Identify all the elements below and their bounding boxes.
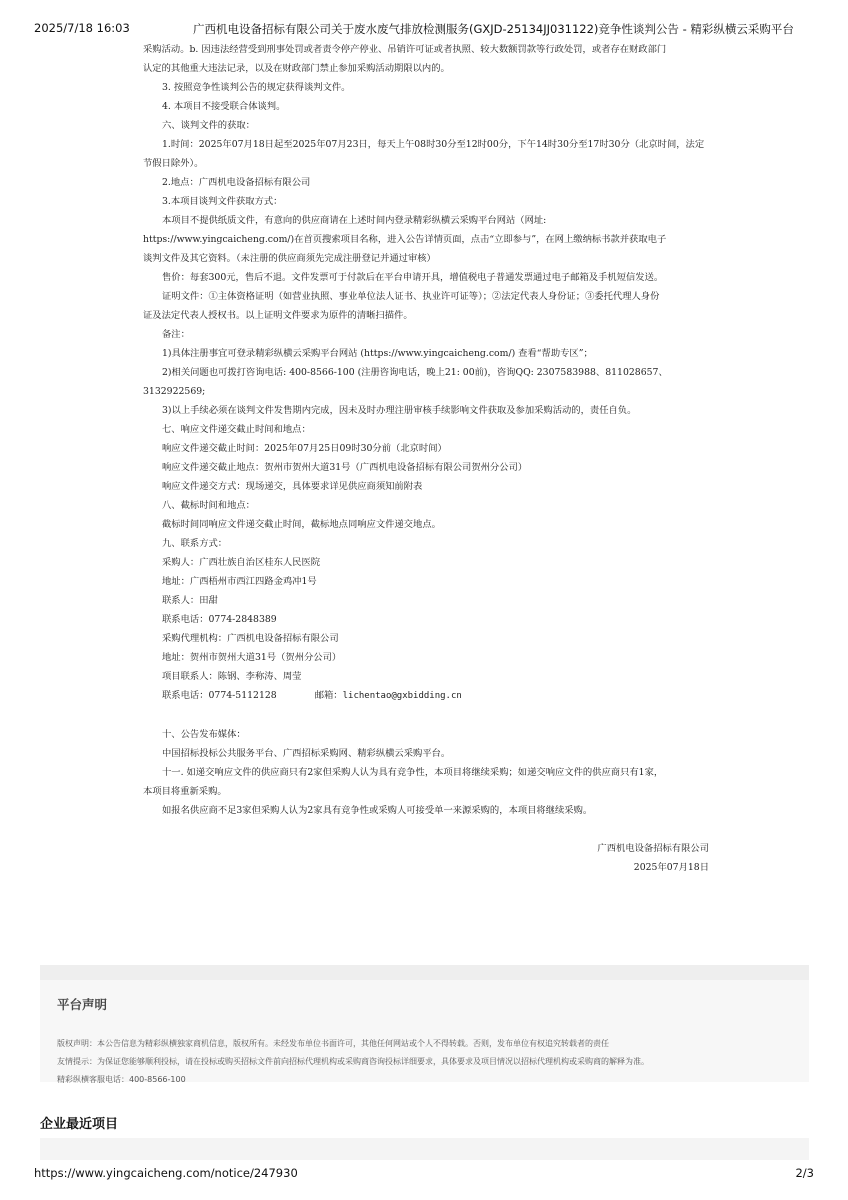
notice-line: 本项目不提供纸质文件，有意向的供应商请在上述时间内登录精彩纵横云采购平台网站（网址:	[162, 215, 547, 226]
notice-line: 联系人：田甜	[162, 595, 218, 606]
notice-line: 采购人：广西壮族自治区桂东人民医院	[162, 557, 321, 568]
notice-line: 响应文件递交截止地点：贺州市贺州大道31号（广西机电设备招标有限公司贺州分公司）	[162, 462, 528, 473]
platform-declaration	[40, 965, 809, 1082]
recent-projects-title: 企业最近项目	[40, 1117, 119, 1132]
notice-line: 3)以上手续必须在谈判文件发售期内完成，因未及时办理注册审核手续影响文件获取及参加采购活动的，责任自负。	[162, 405, 637, 416]
copyright-notice: 版权声明：本公告信息为精彩纵横独家商机信息，版权所有。未经发布单位书面许可，其他任何网站或个人不得转载。否则，发布单位有权追究转载者的责任	[57, 1039, 609, 1048]
notice-line: 2)相关问题也可拨打咨询电话: 400-8566-100 (注册咨询电话，晚上21: 00前)，咨询QQ: 2307583988、811028657、	[162, 367, 668, 378]
notice-line: 截标时间同响应文件递交截止时间，截标地点同响应文件递交地点。	[162, 519, 441, 530]
signature-company: 广西机电设备招标有限公司	[597, 843, 709, 854]
notice-line: 响应文件递交截止时间：2025年07月25日09时30分前（北京时间）	[162, 443, 447, 454]
notice-line: 八、截标时间和地点：	[162, 500, 255, 511]
notice-line: 4. 本项目不接受联合体谈判。	[162, 101, 286, 112]
notice-line: 3132922569;	[143, 386, 206, 397]
notice-line: 中国招标投标公共服务平台、广西招标采购网、精彩纵横云采购平台。	[162, 748, 451, 759]
signature-date: 2025年07月18日	[633, 862, 709, 873]
page-title: 广西机电设备招标有限公司关于废水废气排放检测服务(GXJD-25134JJ031122)竞争性谈判公告 - 精彩纵横云采购平台	[193, 22, 794, 36]
notice-line: 采购活动。b. 因违法经营受到刑事处罚或者责令停产停业、吊销许可证或者执照、较大数额罚款等行政处罚，或者存在财政部门	[143, 44, 667, 55]
notice-line: 采购代理机构：广西机电设备招标有限公司	[162, 633, 339, 644]
page-number: 2/3	[795, 1166, 814, 1180]
notice-line: 十、公告发布媒体：	[162, 729, 246, 740]
notice-line: 证及法定代表人授权书。以上证明文件要求为原件的清晰扫描件。	[143, 310, 413, 321]
notice-line: 1)具体注册事宜可登录精彩纵横云采购平台网站 (https://www.yingcaicheng.com/) 查看“帮助专区”；	[162, 348, 593, 359]
notice-line: 如报名供应商不足3家但采购人认为2家具有竞争性或采购人可接受单一来源采购的，本项目将继续采购。	[162, 805, 593, 816]
recent-projects-panel	[40, 1138, 809, 1160]
notice-line: 响应文件递交方式：现场递交，具体要求详见供应商须知前附表	[162, 481, 423, 492]
notice-line: 本项目将重新采购。	[143, 786, 227, 797]
notice-line: 十一. 如递交响应文件的供应商只有2家但采购人认为具有竞争性，本项目将继续采购；如递交响应文件的供应商只有1家，	[162, 767, 664, 778]
notice-line: 谈判文件及其它资料。（未注册的供应商须先完成注册登记并通过审核）	[143, 253, 436, 264]
notice-line: 九、联系方式：	[162, 538, 228, 549]
contact-phone-email-line	[143, 686, 717, 706]
bidding-tip: 友情提示：为保证您能够顺利投标，请在投标或购买招标文件前向招标代理机构或采购商咨询投标详细要求，具体要求及项目情况以招标代理机构或采购商的解释为准。	[57, 1057, 649, 1066]
notice-line: 七、响应文件递交截止时间和地点：	[162, 424, 311, 435]
notice-line: 地址：贺州市贺州大道31号（贺州分公司）	[162, 652, 342, 663]
notice-line: 1.时间：2025年07月18日起至2025年07月23日，每天上午08时30分至12时00分，下午14时30分至17时30分（北京时间，法定	[162, 139, 705, 150]
notice-line: https://www.yingcaicheng.com/)在首页搜索项目名称，进入公告详情页面，点击“立即参与”，在网上缴纳标书款并获取电子	[143, 234, 667, 245]
notice-lines-part1	[143, 40, 717, 686]
contact-email-label: 邮箱：	[314, 690, 343, 701]
notice-line: 备注：	[162, 329, 190, 340]
print-datetime: 2025/7/18 16:03	[34, 21, 130, 35]
notice-line: 六、谈判文件的获取：	[162, 120, 255, 131]
notice-line: 售价：每套300元，售后不退。文件发票可于付款后在平台申请开具，增值税电子普通发票通过电子邮箱及手机短信发送。	[162, 272, 664, 283]
notice-lines-part2	[143, 725, 717, 820]
notice-line: 认定的其他重大违法记录，以及在财政部门禁止参加采购活动期限以内的。	[143, 63, 450, 74]
notice-line: 证明文件：①主体资格证明（如营业执照、事业单位法人证书、执业许可证等）；②法定代表人身份证；③委托代理人身份	[162, 291, 660, 302]
contact-phone: 联系电话：0774-5112128	[162, 690, 277, 701]
notice-line: 节假日除外）。	[143, 158, 204, 169]
contact-email-link[interactable]: lichentao@gxbidding.cn	[342, 691, 462, 701]
notice-line: 3.本项目谈判文件获取方式：	[162, 196, 283, 207]
notice-line: 2.地点：广西机电设备招标有限公司	[162, 177, 311, 188]
notice-line: 联系电话：0774-2848389	[162, 614, 277, 625]
declaration-title: 平台声明	[57, 997, 108, 1012]
notice-line: 地址：广西梧州市西江四路金鸡冲1号	[162, 576, 317, 587]
notice-body	[143, 40, 717, 877]
notice-line: 项目联系人：陈钢、李称涛、周莹	[162, 671, 302, 682]
service-phone: 精彩纵横客服电话：400-8566-100	[57, 1075, 186, 1084]
page-url: https://www.yingcaicheng.com/notice/247930	[34, 1166, 298, 1180]
notice-line: 3. 按照竞争性谈判公告的规定获得谈判文件。	[162, 82, 351, 93]
